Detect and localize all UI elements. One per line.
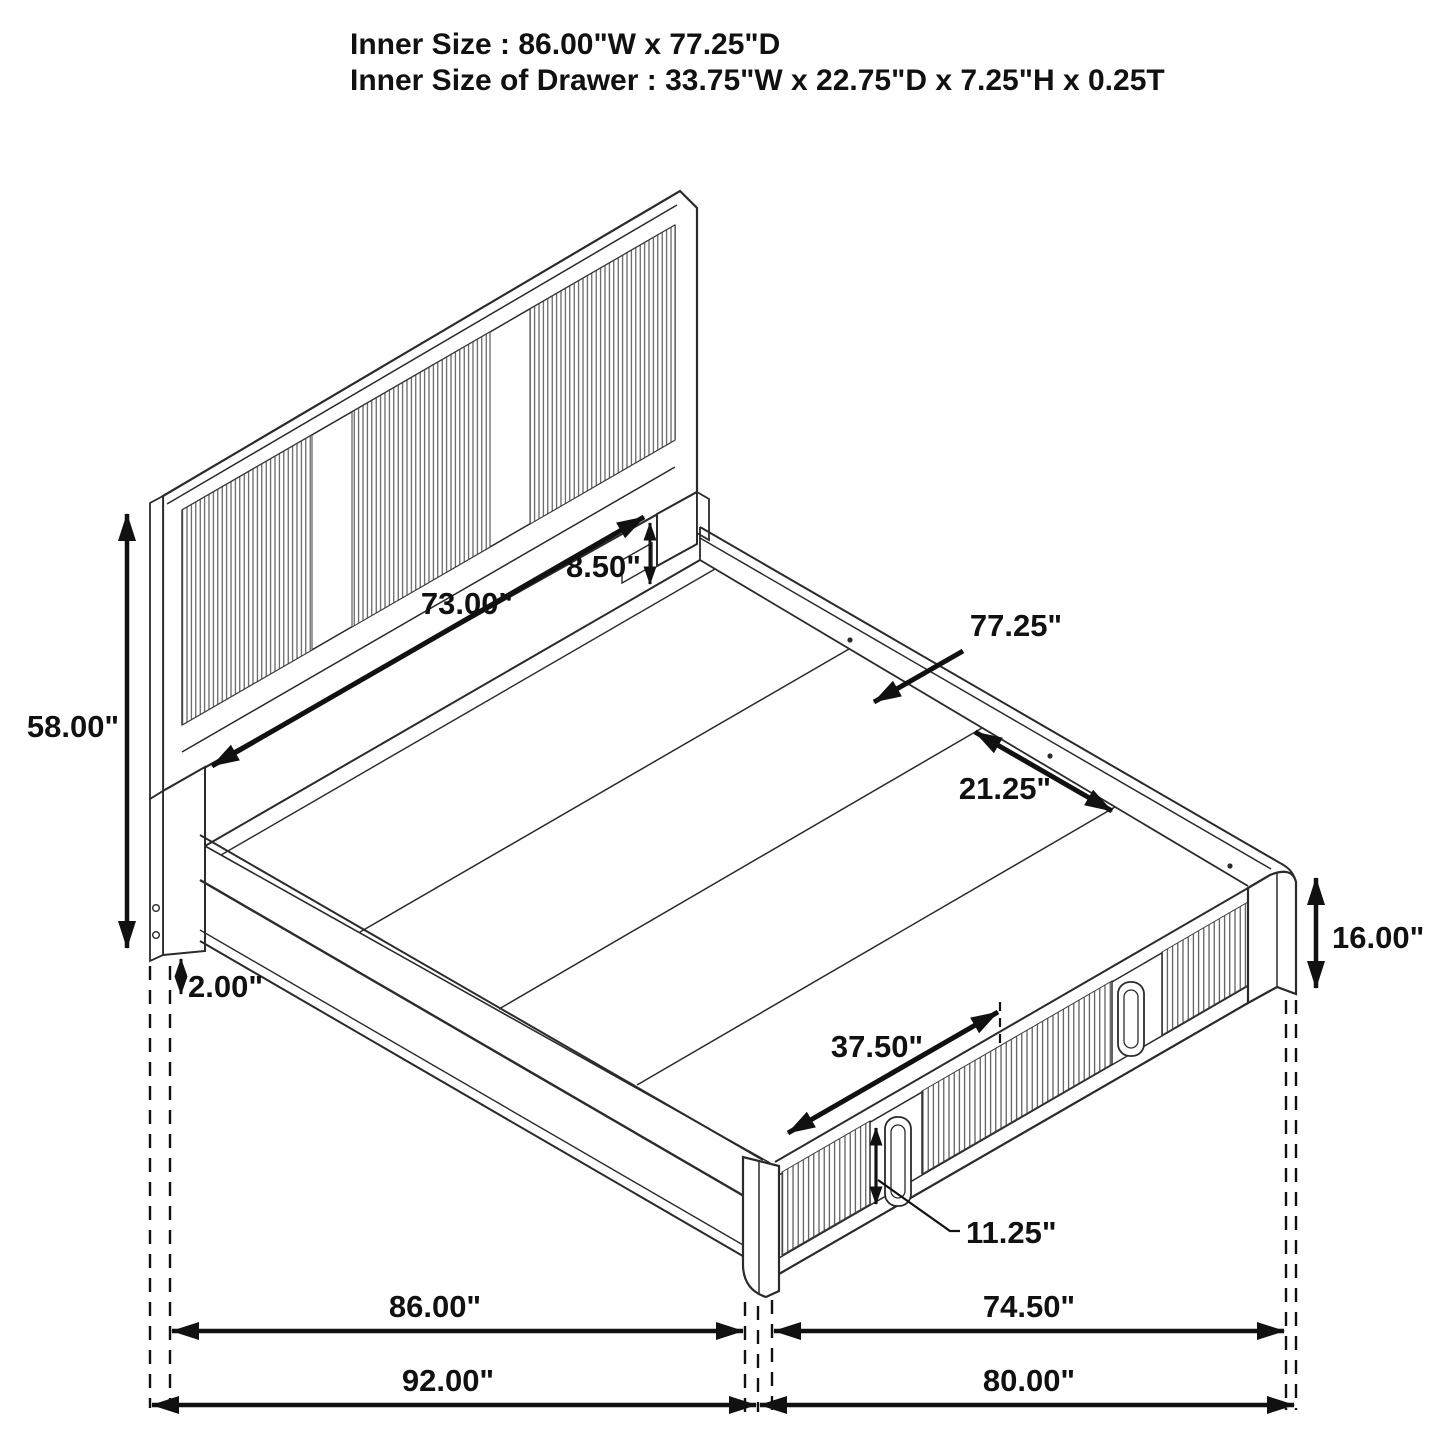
headboard-left-leg [163,767,205,955]
dim-label-inner-depth: 77.25" [969,608,1063,643]
rail-screw [1047,753,1052,758]
dim-label-leg-clearance: 2.00" [188,969,264,1004]
rail-screw [1227,863,1232,868]
dim-label-board-width: 21.25" [958,771,1052,806]
headboard-left-edge [150,496,163,799]
dim-label-headboard-opening-width: 73.00" [420,586,514,621]
headboard-left-leg-side [150,791,163,961]
dim-label-drawer-width: 37.50" [830,1029,924,1064]
dim-label-overall-depth: 80.00" [982,1363,1076,1398]
rail-screw [847,637,852,642]
dim-label-footboard-span: 74.50" [982,1289,1076,1324]
dim-label-handle-height: 11.25" [966,1215,1057,1250]
corner-post-front [743,1157,779,1297]
drawer-handle-left [885,1117,911,1206]
title-line-2: Inner Size of Drawer : 33.75"W x 22.75"D x 7.25"H x 0.25T [350,64,1165,97]
dim-label-headboard-height: 58.00" [26,709,120,744]
dim-label-inner-width: 86.00" [388,1289,482,1324]
dim-label-footboard-height: 16.00" [1332,920,1425,955]
headboard-right-leg-side [697,492,709,540]
drawer-handle-right [1118,982,1144,1056]
dim-label-overall-width: 92.00" [401,1363,495,1398]
title-line-1: Inner Size : 86.00"W x 77.25"D [350,28,781,61]
dim-label-headboard-opening-height: 8.50" [565,549,641,584]
corner-post-right [1248,872,1296,1003]
